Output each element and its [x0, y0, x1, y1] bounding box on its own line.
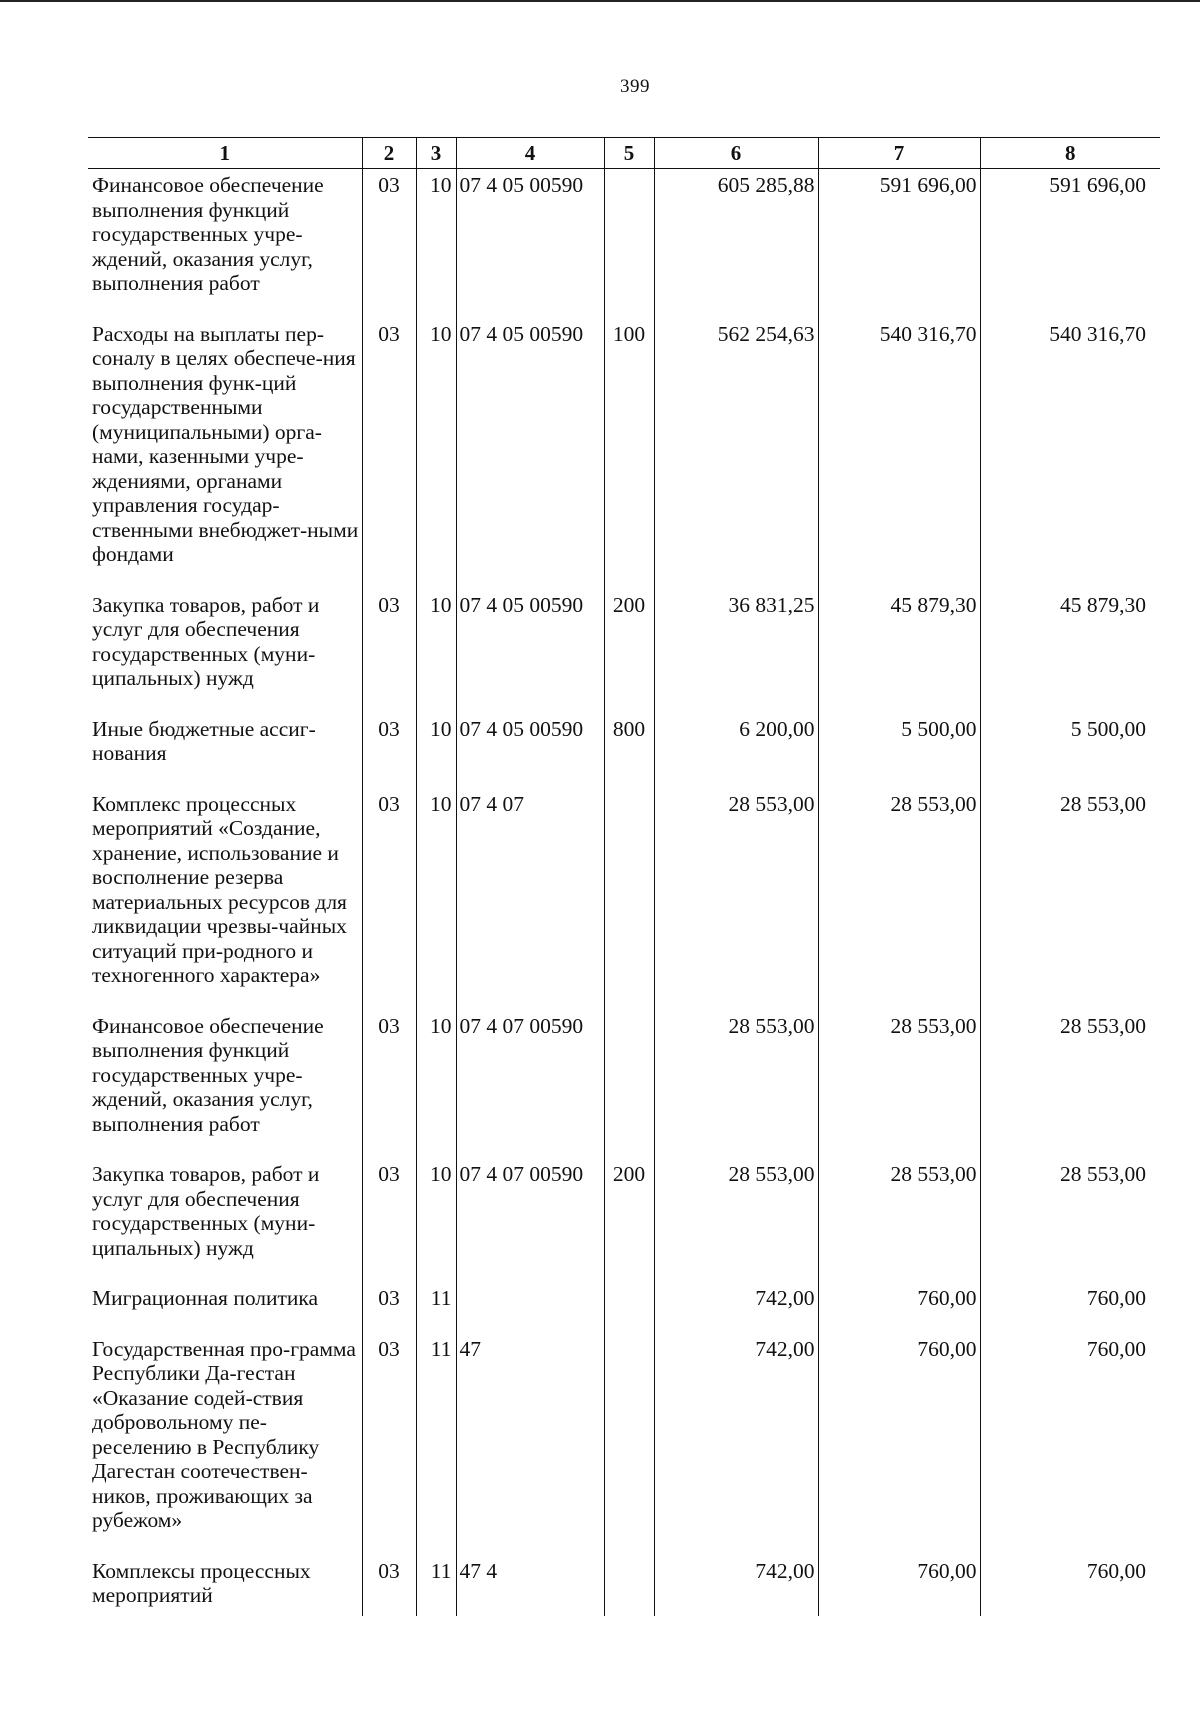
item-name: Финансовое обеспечение выполнения функций государственных учре-ждений, оказания услуг, выполнения работ	[88, 1010, 362, 1159]
subsection-code: 11	[416, 1555, 456, 1616]
subsection-code: 10	[416, 1010, 456, 1159]
section-code: 03	[362, 589, 416, 713]
subsection-code: 10	[416, 713, 456, 788]
amount-col6: 28 553,00	[654, 1010, 818, 1159]
item-name: Финансовое обеспечение выполнения функций государственных учре-ждений, оказания услуг, выполнения работ	[88, 169, 362, 318]
table-row	[88, 788, 1160, 1010]
target-code: 07 4 07 00590	[456, 1158, 604, 1282]
expense-type	[604, 1555, 654, 1616]
header-cell: 2	[362, 138, 416, 169]
section-code: 03	[362, 1158, 416, 1282]
item-name: Комплексы процессных мероприятий	[88, 1555, 362, 1616]
expense-type	[604, 1333, 654, 1555]
expense-type: 100	[604, 318, 654, 589]
amount-col8: 28 553,00	[980, 1010, 1160, 1159]
table-row	[88, 169, 1160, 318]
table-row	[88, 1282, 1160, 1333]
item-name: Комплекс процессных мероприятий «Создание, хранение, использование и восполнение резерва материальных ресурсов для ликвидации чрезвы-чайных ситуаций при-родного и техногенного характера»	[88, 788, 362, 1010]
expense-type	[604, 169, 654, 318]
amount-col6: 742,00	[654, 1282, 818, 1333]
amount-col7: 760,00	[818, 1282, 980, 1333]
target-code: 07 4 05 00590	[456, 318, 604, 589]
header-cell: 6	[654, 138, 818, 169]
expense-type: 200	[604, 589, 654, 713]
amount-col6: 562 254,63	[654, 318, 818, 589]
item-name: Закупка товаров, работ и услуг для обеспечения государственных (муни-ципальных) нужд	[88, 1158, 362, 1282]
target-code: 07 4 07 00590	[456, 1010, 604, 1159]
subsection-code: 10	[416, 169, 456, 318]
table-row	[88, 713, 1160, 788]
section-code: 03	[362, 169, 416, 318]
section-code: 03	[362, 1282, 416, 1333]
subsection-code: 10	[416, 788, 456, 1010]
amount-col7: 5 500,00	[818, 713, 980, 788]
expense-type: 200	[604, 1158, 654, 1282]
section-code: 03	[362, 713, 416, 788]
amount-col6: 742,00	[654, 1333, 818, 1555]
amount-col8: 760,00	[980, 1282, 1160, 1333]
target-code: 47	[456, 1333, 604, 1555]
item-name: Расходы на выплаты пер-соналу в целях обеспече-ния выполнения функ-ций государственными (муниципальными) орга-нами, казенными учре-ждениями, органами управления государ-ственными внебюджет-ными фондами	[88, 318, 362, 589]
amount-col7: 540 316,70	[818, 318, 980, 589]
amount-col7: 28 553,00	[818, 1010, 980, 1159]
table-row	[88, 318, 1160, 589]
amount-col7: 28 553,00	[818, 1158, 980, 1282]
amount-col6: 28 553,00	[654, 788, 818, 1010]
amount-col8: 540 316,70	[980, 318, 1160, 589]
amount-col7: 45 879,30	[818, 589, 980, 713]
expense-type: 800	[604, 713, 654, 788]
budget-table	[88, 137, 1160, 1616]
header-cell: 8	[980, 138, 1160, 169]
header-cell: 3	[416, 138, 456, 169]
amount-col6: 742,00	[654, 1555, 818, 1616]
amount-col8: 591 696,00	[980, 169, 1160, 318]
header-cell: 1	[88, 138, 362, 169]
header-cell: 7	[818, 138, 980, 169]
expense-type	[604, 1282, 654, 1333]
subsection-code: 11	[416, 1282, 456, 1333]
subsection-code: 10	[416, 1158, 456, 1282]
amount-col8: 760,00	[980, 1555, 1160, 1616]
section-code: 03	[362, 1010, 416, 1159]
amount-col6: 6 200,00	[654, 713, 818, 788]
subsection-code: 10	[416, 589, 456, 713]
expense-type	[604, 1010, 654, 1159]
section-code: 03	[362, 1333, 416, 1555]
table-row	[88, 1333, 1160, 1555]
item-name: Закупка товаров, работ и услуг для обеспечения государственных (муни-ципальных) нужд	[88, 589, 362, 713]
amount-col7: 760,00	[818, 1333, 980, 1555]
amount-col8: 28 553,00	[980, 788, 1160, 1010]
amount-col8: 45 879,30	[980, 589, 1160, 713]
item-name: Миграционная политика	[88, 1282, 362, 1333]
amount-col6: 36 831,25	[654, 589, 818, 713]
amount-col6: 28 553,00	[654, 1158, 818, 1282]
table-row	[88, 1158, 1160, 1282]
header-row	[88, 138, 1160, 169]
item-name: Иные бюджетные ассиг-нования	[88, 713, 362, 788]
table-row	[88, 1010, 1160, 1159]
subsection-code: 10	[416, 318, 456, 589]
subsection-code: 11	[416, 1333, 456, 1555]
target-code: 07 4 05 00590	[456, 169, 604, 318]
target-code	[456, 1282, 604, 1333]
scan-top-edge	[0, 0, 1200, 2]
amount-col8: 28 553,00	[980, 1158, 1160, 1282]
section-code: 03	[362, 788, 416, 1010]
expense-type	[604, 788, 654, 1010]
amount-col7: 760,00	[818, 1555, 980, 1616]
section-code: 03	[362, 1555, 416, 1616]
table-row	[88, 1555, 1160, 1616]
section-code: 03	[362, 318, 416, 589]
target-code: 47 4	[456, 1555, 604, 1616]
page-number: 399	[620, 76, 650, 97]
target-code: 07 4 07	[456, 788, 604, 1010]
header-cell: 4	[456, 138, 604, 169]
table-row	[88, 589, 1160, 713]
item-name: Государственная про-грамма Республики Да-гестан «Оказание содей-ствия добровольному пе-реселению в Республику Дагестан соотечествен-ников, проживающих за рубежом»	[88, 1333, 362, 1555]
target-code: 07 4 05 00590	[456, 713, 604, 788]
target-code: 07 4 05 00590	[456, 589, 604, 713]
amount-col7: 591 696,00	[818, 169, 980, 318]
amount-col8: 760,00	[980, 1333, 1160, 1555]
amount-col6: 605 285,88	[654, 169, 818, 318]
amount-col8: 5 500,00	[980, 713, 1160, 788]
header-cell: 5	[604, 138, 654, 169]
amount-col7: 28 553,00	[818, 788, 980, 1010]
